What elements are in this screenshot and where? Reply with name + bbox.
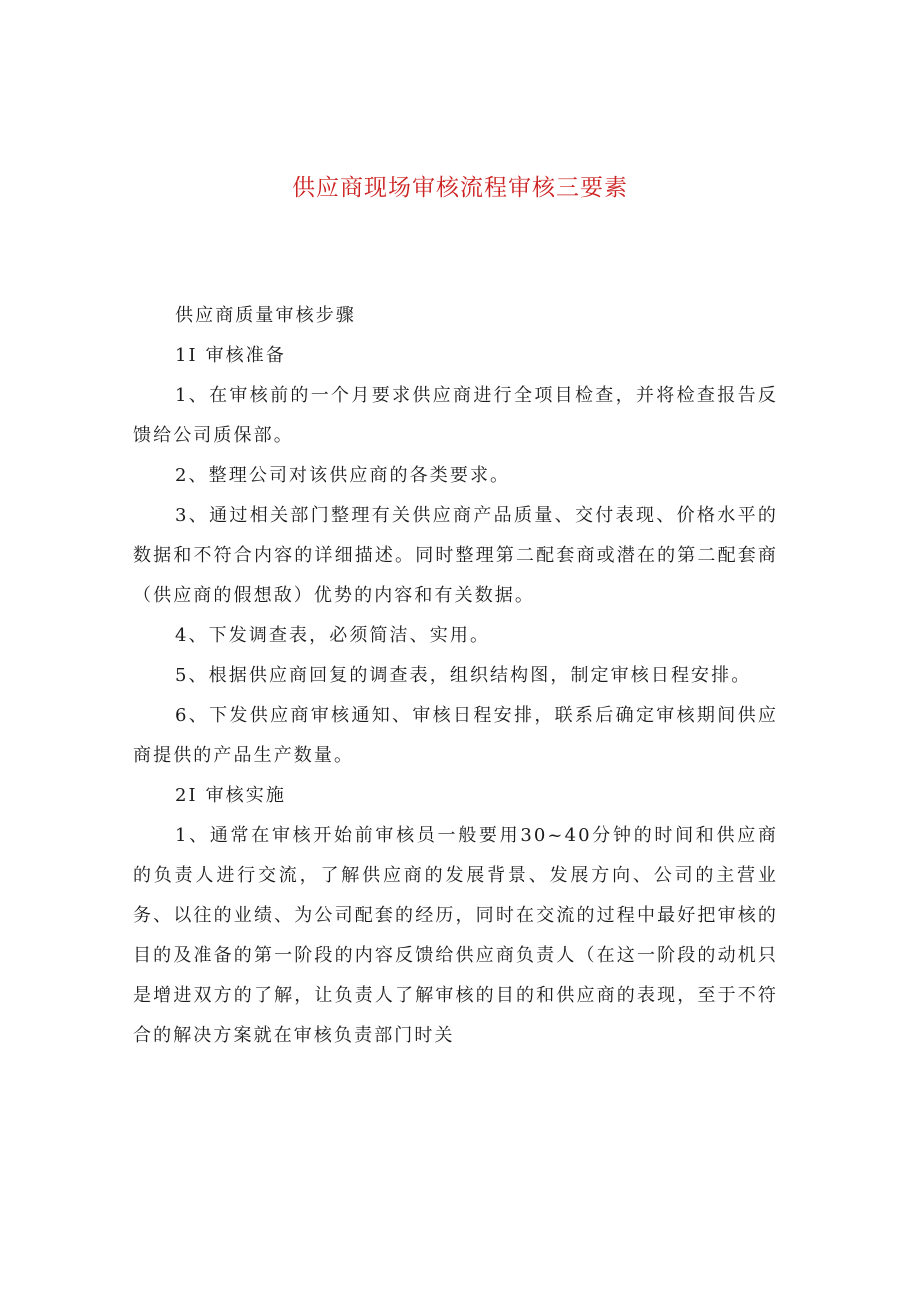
- body-paragraph: 5、根据供应商回复的调查表，组织结构图，制定审核日程安排。: [175, 665, 752, 686]
- body-paragraph: 1、通常在审核开始前审核员一般要用30~40分钟的时间和供应商的负责人进行交流，了解供应商的发展背景、发展方向、公司的主营业务、以往的业绩、为公司配套的经历，同时在交流的过程中最好把审核的目的及准备的第一阶段的内容反馈给供应商负责人（在这一阶段的动机只是增进双方的了解，让负责人了解审核的目的和供应商的表现，至于不符合的解决方案就在审核负责部门时关: [133, 825, 778, 1046]
- subsection-heading: 1I 审核准备: [175, 345, 286, 366]
- section-heading: 供应商质量审核步骤: [175, 305, 356, 326]
- body-paragraph: 6、下发供应商审核通知、审核日程安排，联系后确定审核期间供应商提供的产品生产数量。: [133, 705, 778, 766]
- body-paragraph: 1、在审核前的一个月要求供应商进行全项目检查，并将检查报告反馈给公司质保部。: [133, 385, 778, 446]
- body-paragraph: 2、整理公司对该供应商的各类要求。: [175, 465, 511, 486]
- body-paragraph: 4、下发调查表，必须简洁、实用。: [175, 625, 491, 646]
- document-body: [133, 296, 778, 1056]
- document-title: 供应商现场审核流程审核三要素: [292, 175, 628, 201]
- body-paragraph: 3、通过相关部门整理有关供应商产品质量、交付表现、价格水平的数据和不符合内容的详细描述。同时整理第二配套商或潜在的第二配套商（供应商的假想敌）优势的内容和有关数据。: [133, 505, 778, 606]
- subsection-heading: 2I 审核实施: [175, 785, 286, 806]
